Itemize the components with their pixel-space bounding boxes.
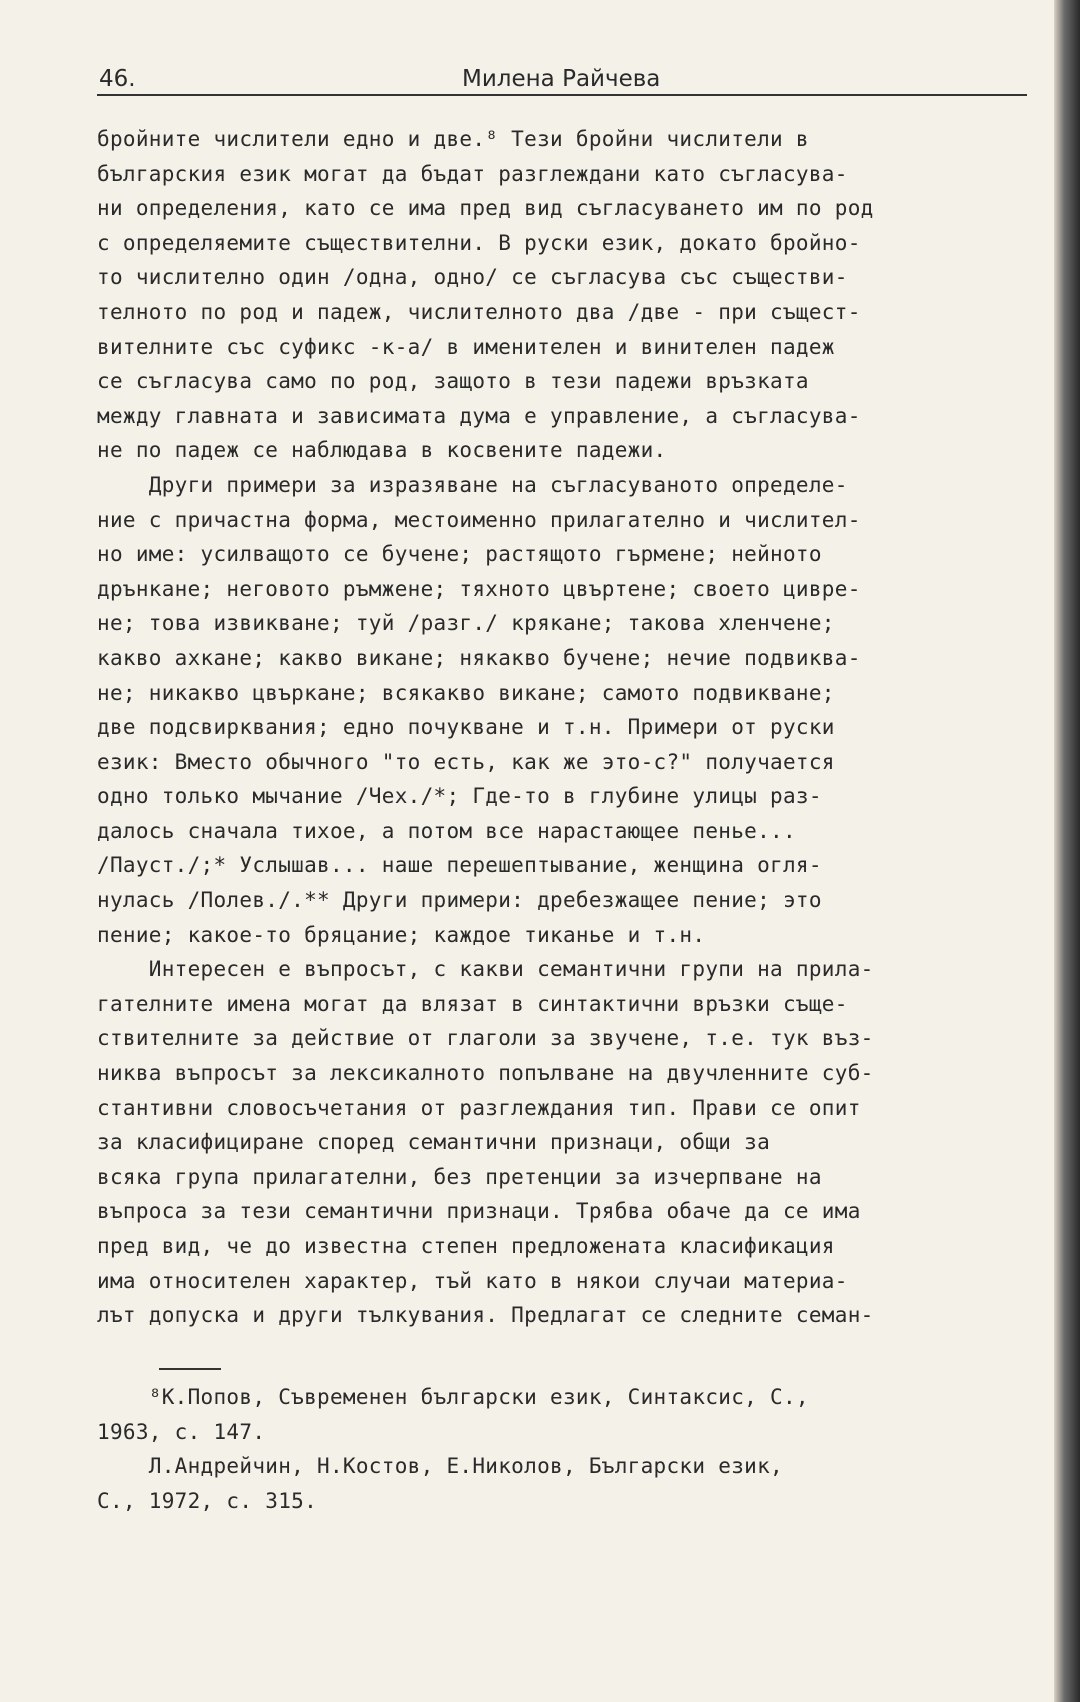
footnote-line: ⁸К.Попов, Съвременен български език, Синтаксис, С.,	[97, 1385, 809, 1409]
text-line: стантивни словосъчетания от разглеждания тип. Прави се опит	[97, 1095, 861, 1120]
text-line: дрънкане; неговото ръмжене; тяхното цвъртене; своето цивре-	[97, 576, 861, 601]
text-line: Други примери за изразяване на съгласуваното определе-	[97, 472, 848, 497]
text-line: одно только мычание /Чех./*; Где-то в глубине улицы раз-	[97, 784, 822, 809]
text-line: /Пауст./;* Услышав... наше перешептывание, женщина огля-	[97, 853, 822, 878]
text-line: но име: усилващото се бучене; растящото гърмене; нейното	[97, 542, 822, 567]
book-spine-shadow	[1054, 0, 1080, 1702]
text-line: далось сначала тихое, а потом все нарастающее пенье...	[97, 818, 796, 843]
page-number: 46.	[99, 66, 136, 92]
author-name: Милена Райчева	[462, 66, 661, 92]
footnote-divider	[159, 1368, 221, 1370]
text-line: гателните имена могат да влязат в синтактични връзки съще-	[97, 991, 848, 1016]
text-line: нулась /Полев./.** Други примери: дребезжащее пение; это	[97, 888, 822, 913]
text-line: всяка група прилагателни, без претенции за изчерпване на	[97, 1164, 822, 1189]
text-line: ни определения, като се има пред вид съгласуването им по род	[97, 196, 874, 221]
text-line: ствителните за действие от глаголи за звучене, т.е. тук въз-	[97, 1026, 874, 1051]
text-line: пред вид, че до известна степен предложената класификация	[97, 1234, 835, 1258]
text-line: две подсвирквания; едно почукване и т.н. Примери от руски	[97, 715, 835, 740]
text-line: с определяемите съществителни. В руски език, докато бройно-	[97, 230, 861, 255]
text-line: се съгласува само по род, защото в тези падежи връзката	[97, 369, 809, 394]
text-line: за класифициране според семантични признаци, общи за	[97, 1130, 771, 1155]
body-text	[97, 122, 1037, 1333]
footnote-line: 1963, с. 147.	[97, 1419, 266, 1444]
text-line: лът допуска и други тълкувания. Предлагат се следните семан-	[97, 1303, 874, 1328]
footnote-line: Л.Андрейчин, Н.Костов, Е.Николов, Български език,	[97, 1454, 783, 1479]
footnote-line: С., 1972, с. 315.	[97, 1488, 318, 1513]
text-line: никва въпросът за лексикалното попълване на двучленните суб-	[97, 1061, 874, 1086]
text-line: не; това извикване; туй /разг./ крякане; такова хленчене;	[97, 611, 835, 636]
text-line: ние с причастна форма, местоименно прилагателно и числител-	[97, 507, 861, 532]
text-line: то числително один /одна, одно/ се съгласува със съществи-	[97, 265, 848, 290]
footnotes	[97, 1380, 1037, 1518]
text-line: вителните със суфикс -к-а/ в именителен и винителен падеж	[97, 334, 835, 359]
text-line: не; никакво цвъркане; всякакво викане; самото подвикване;	[97, 680, 835, 705]
text-line: българския език могат да бъдат разглеждани като съгласува-	[97, 161, 848, 186]
text-line: въпроса за тези семантични признаци. Трябва обаче да се има	[97, 1199, 861, 1224]
text-line: има относителен характер, тъй като в някои случаи материа-	[97, 1268, 848, 1293]
text-line: бройните числители едно и две.⁸ Тези бройни числители в	[97, 127, 809, 151]
text-line: пение; какое-то бряцание; каждое тиканье и т.н.	[97, 922, 706, 947]
text-line: не по падеж се наблюдава в косвените падежи.	[97, 438, 667, 463]
text-line: какво ахкане; какво викане; някакво бучене; нечие подвиква-	[97, 645, 861, 670]
text-line: Интересен е въпросът, с какви семантични групи на прила-	[97, 957, 874, 982]
text-line: език: Вместо обычного "то есть, как же это-с?" получается	[97, 749, 835, 774]
text-line: между главната и зависимата дума е управление, а съгласува-	[97, 403, 861, 428]
text-line: телното по род и падеж, числителното два /две - при същест-	[97, 299, 861, 324]
running-head	[97, 66, 1027, 96]
